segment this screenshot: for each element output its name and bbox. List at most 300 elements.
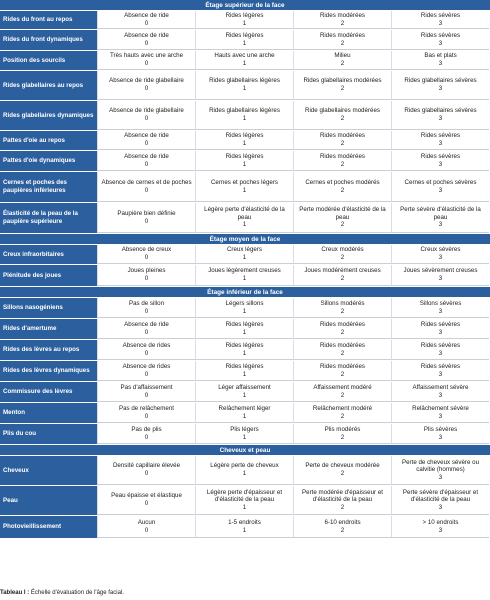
table-row (0, 30, 490, 51)
grade-cell (195, 319, 293, 339)
grade-description: Relâchement sévère (412, 404, 469, 412)
criterion-label: Pattes d'oie dynamiques (0, 151, 97, 171)
grade-cell (195, 151, 293, 171)
grade-cell (293, 340, 391, 360)
table-row (0, 11, 490, 30)
grade-description: Rides sévères (420, 132, 461, 140)
grade-cell (293, 319, 391, 339)
criterion-label: Cheveux (0, 456, 97, 485)
grade-cell (391, 71, 489, 100)
grade-score: 2 (340, 60, 345, 67)
grade-description: Rides sévères (420, 152, 461, 160)
grade-cell (293, 403, 391, 423)
grade-cell (97, 516, 195, 538)
grade-cell (195, 131, 293, 150)
grade-cell (195, 361, 293, 381)
table-row (0, 361, 490, 382)
grade-score: 1 (242, 328, 247, 336)
grade-cell (391, 319, 489, 339)
grade-cell (195, 340, 293, 360)
grade-description: Légère perte de cheveux (210, 462, 279, 470)
grade-score: 0 (144, 60, 149, 67)
grade-description: Bas et plats (424, 52, 457, 60)
grade-cell (97, 298, 195, 318)
grade-description: Relâchement léger (218, 404, 271, 412)
grade-score: 0 (144, 275, 149, 282)
grade-description: Absence de ride (124, 31, 169, 39)
grade-description: Rides légères (225, 362, 264, 370)
grade-description: Affaissement modéré (313, 383, 372, 391)
grade-cell (293, 265, 391, 286)
grade-description: Perte sévère d'épaisseur et d'élasticité de la peau (402, 488, 479, 504)
criterion-label: Rides du front au repos (0, 11, 97, 29)
grade-cell (97, 101, 195, 130)
grade-score: 1 (242, 85, 247, 92)
table-row (0, 486, 490, 516)
grade-description: Pas d'affaissement (120, 383, 173, 391)
grade-description: Cernes et poches sévères (404, 178, 477, 186)
grade-cell (97, 51, 195, 70)
grade-description: Perte modérée d'épaisseur et d'élasticité de la peau (302, 488, 383, 504)
grade-description: Plis sévères (423, 425, 458, 433)
grade-score: 1 (242, 60, 247, 67)
grade-cell (97, 71, 195, 100)
grade-cell (97, 265, 195, 286)
grade-score: 0 (144, 526, 149, 534)
criterion-label: Rides des lèvres dynamiques (0, 361, 97, 381)
grade-cell (195, 203, 293, 233)
grade-cell (97, 245, 195, 264)
grade-cell (391, 361, 489, 381)
grade-description: Rides glabellaires sévères (404, 77, 477, 85)
grade-description: Aucun (137, 518, 156, 526)
grade-score: 1 (242, 140, 247, 147)
grade-cell (391, 298, 489, 318)
grade-score: 2 (340, 221, 345, 229)
grade-description: Cernes et poches modérés (305, 178, 380, 186)
grade-description: Absence de ride glabellaire (109, 107, 184, 115)
grade-score: 2 (340, 115, 345, 122)
grade-score: 2 (340, 140, 345, 147)
grade-cell (293, 456, 391, 485)
grade-cell (97, 382, 195, 402)
grade-score: 0 (144, 217, 149, 225)
grade-description: Densité capillaire élevée (112, 462, 181, 470)
grade-cell (391, 245, 489, 264)
grade-cell (195, 11, 293, 29)
grade-cell (195, 486, 293, 515)
grade-score: 3 (438, 19, 443, 27)
criterion-label: Rides des lèvres au repos (0, 340, 97, 360)
grade-description: Joues pleines (127, 267, 166, 275)
grade-cell (293, 382, 391, 402)
grade-description: Creux sévères (420, 246, 461, 254)
criterion-label: Cernes et poches des paupières inférieures (0, 172, 97, 202)
grade-description: 1-5 endroits (228, 518, 261, 526)
grade-description: Perte de cheveux sévère ou calvitie (hommes) (401, 458, 480, 474)
criterion-label: Position des sourcils (0, 51, 97, 70)
grade-description: Rides glabellaires sévères (404, 107, 477, 115)
grade-cell (97, 131, 195, 150)
grade-description: Rides modérées (319, 320, 366, 328)
grade-description: Cernes et poches légers (210, 178, 279, 186)
section-header: Étage moyen de la face (0, 234, 490, 245)
grade-score: 2 (340, 307, 345, 315)
grade-description: Rides modérées (319, 362, 366, 370)
table-row (0, 456, 490, 486)
grade-description: Légère perte d'élasticité de la peau (204, 206, 285, 221)
grade-description: Très hauts avec une arche (109, 52, 184, 60)
table-row (0, 131, 490, 151)
grade-description: Plis modérés (324, 425, 361, 433)
grade-description: Rides modérées (319, 132, 366, 140)
grade-cell (391, 203, 489, 233)
grade-score: 1 (242, 370, 247, 378)
grade-description: Absence de ride glabellaire (109, 77, 184, 85)
grade-score: 1 (242, 412, 247, 420)
grade-score: 0 (144, 470, 149, 477)
table-row (0, 265, 490, 287)
table-row (0, 172, 490, 203)
grade-description: Pas de sillon (128, 299, 165, 307)
grade-cell (195, 516, 293, 538)
table-row (0, 51, 490, 71)
grade-score: 1 (242, 433, 247, 441)
grade-description: Rides sévères (420, 341, 461, 349)
grade-score: 2 (340, 160, 345, 168)
grade-score: 2 (340, 328, 345, 336)
grade-score: 3 (438, 85, 443, 92)
grade-description: Légère perte d'épaisseur et d'élasticité de la peau (206, 488, 283, 504)
grade-score: 2 (340, 275, 345, 282)
grade-score: 3 (438, 412, 443, 420)
grade-cell (293, 203, 391, 233)
grade-score: 3 (438, 391, 443, 399)
grade-cell (391, 424, 489, 444)
grade-cell (293, 30, 391, 50)
grade-description: Rides légères (225, 132, 264, 140)
grade-cell (391, 101, 489, 130)
grade-description: Absence de ride (124, 11, 169, 19)
grade-description: Rides sévères (420, 31, 461, 39)
grade-cell (391, 456, 489, 485)
grade-score: 0 (144, 39, 149, 47)
grade-cell (391, 516, 489, 538)
grade-description: Joues modérément creuses (304, 267, 381, 275)
table-row (0, 319, 490, 340)
grade-score: 1 (242, 221, 247, 229)
grade-cell (293, 516, 391, 538)
table-row (0, 424, 490, 445)
grade-description: Perte de cheveux modérée (305, 462, 380, 470)
grade-score: 2 (340, 186, 345, 194)
grade-description: Rides modérées (319, 31, 366, 39)
grade-score: 3 (438, 39, 443, 47)
grade-description: Ride glabellaires modérées (305, 107, 380, 115)
grade-description: Rides légères (225, 320, 264, 328)
grade-score: 2 (340, 39, 345, 47)
grade-score: 3 (438, 186, 443, 194)
grade-score: 2 (340, 85, 345, 92)
grade-score: 0 (144, 186, 149, 194)
grade-cell (293, 172, 391, 202)
grade-cell (97, 340, 195, 360)
grade-description: Légers sillons (225, 299, 264, 307)
grade-description: Rides glabellaires légères (209, 107, 280, 115)
grade-cell (195, 71, 293, 100)
grade-description: Rides modérées (319, 152, 366, 160)
grade-cell (97, 30, 195, 50)
criterion-label: Sillons nasogéniens (0, 298, 97, 318)
grade-cell (293, 71, 391, 100)
grade-score: 1 (242, 39, 247, 47)
grade-score: 2 (340, 349, 345, 357)
grade-description: Absence de ride (124, 132, 169, 140)
grade-cell (293, 11, 391, 29)
grade-cell (391, 486, 489, 515)
grade-cell (293, 298, 391, 318)
grade-score: 2 (340, 470, 345, 477)
grade-score: 3 (438, 433, 443, 441)
grade-description: Milieu (334, 52, 351, 60)
grade-description: Creux légers (226, 246, 263, 254)
grade-cell (97, 424, 195, 444)
table-row (0, 71, 490, 101)
grade-cell (97, 172, 195, 202)
grade-score: 0 (144, 19, 149, 27)
grade-score: 3 (438, 275, 443, 282)
grade-score: 3 (438, 221, 443, 229)
grade-cell (195, 101, 293, 130)
grade-score: 2 (340, 370, 345, 378)
grade-cell (195, 172, 293, 202)
criterion-label: Élasticité de la peau de la paupière supérieure (0, 203, 97, 233)
grade-score: 3 (438, 328, 443, 336)
grade-description: Rides modérées (319, 341, 366, 349)
grade-score: 0 (144, 85, 149, 92)
grade-cell (391, 340, 489, 360)
grade-score: 1 (242, 115, 247, 122)
caption-label: Tableau I : (0, 590, 30, 596)
grade-description: Relâchement modéré (312, 404, 373, 412)
grade-description: Creux modérés (321, 246, 364, 254)
grade-cell (195, 382, 293, 402)
criterion-label: Commissure des lèvres (0, 382, 97, 402)
criterion-label: Rides glabellaires dynamiques (0, 101, 97, 130)
grade-description: 6-10 endroits (324, 518, 361, 526)
grade-score: 2 (340, 503, 345, 511)
grade-score: 3 (438, 254, 443, 261)
grade-description: Plis légers (230, 425, 259, 433)
grade-description: Rides légères (225, 11, 264, 19)
criterion-label: Rides glabellaires au repos (0, 71, 97, 100)
grade-cell (195, 245, 293, 264)
section-header: Étage supérieur de la face (0, 0, 490, 11)
grade-description: Rides sévères (420, 11, 461, 19)
grade-score: 0 (144, 370, 149, 378)
grade-description: Rides sévères (420, 320, 461, 328)
grade-score: 2 (340, 254, 345, 261)
criterion-label: Pattes d'oie au repos (0, 131, 97, 150)
grade-description: Joues sévèrement creuses (403, 267, 478, 275)
grade-description: Rides légères (225, 341, 264, 349)
grade-description: Rides légères (225, 31, 264, 39)
grade-cell (293, 361, 391, 381)
grade-cell (97, 11, 195, 29)
criterion-label: Plis du cou (0, 424, 97, 444)
grade-score: 1 (242, 275, 247, 282)
grade-description: Rides modérées (319, 11, 366, 19)
grade-score: 0 (144, 307, 149, 315)
grade-cell (293, 101, 391, 130)
grade-description: Peau épaisse et élastique (111, 492, 182, 500)
grade-score: 3 (438, 473, 443, 481)
criterion-label: Peau (0, 486, 97, 515)
table-row (0, 403, 490, 424)
table-row (0, 151, 490, 172)
grade-cell (195, 456, 293, 485)
table-row (0, 203, 490, 234)
table-row (0, 245, 490, 265)
grade-score: 1 (242, 391, 247, 399)
grade-score: 3 (438, 140, 443, 147)
grade-score: 3 (438, 115, 443, 122)
table-row (0, 101, 490, 131)
section-header: Étage inférieur de la face (0, 287, 490, 298)
criterion-label: Creux infraorbitaires (0, 245, 97, 264)
grade-cell (195, 51, 293, 70)
grade-score: 3 (438, 160, 443, 168)
grade-description: Absence de rides (122, 341, 171, 349)
grade-score: 1 (242, 19, 247, 27)
grade-cell (391, 30, 489, 50)
grade-score: 1 (242, 254, 247, 261)
grade-cell (97, 151, 195, 171)
grade-description: Rides sévères (420, 362, 461, 370)
grade-description: Rides glabellaires modérées (303, 77, 382, 85)
grade-score: 0 (144, 391, 149, 399)
grade-score: 0 (144, 500, 149, 507)
grade-score: 3 (438, 307, 443, 315)
grade-cell (293, 151, 391, 171)
grade-score: 0 (144, 160, 149, 168)
grade-cell (97, 361, 195, 381)
grade-cell (293, 131, 391, 150)
grade-description: Absence de cernes et de poches (101, 178, 192, 186)
table-caption (0, 590, 124, 596)
grade-score: 0 (144, 433, 149, 441)
grade-score: 1 (242, 526, 247, 534)
grade-score: 3 (438, 370, 443, 378)
grade-score: 1 (242, 307, 247, 315)
grade-score: 1 (242, 186, 247, 194)
grade-score: 1 (242, 503, 247, 511)
grade-score: 2 (340, 433, 345, 441)
grade-cell (195, 30, 293, 50)
section-header: Cheveux et peau (0, 445, 490, 456)
grade-score: 0 (144, 328, 149, 336)
criterion-label: Photovieillissement (0, 516, 97, 538)
grade-description: Perte modérée d'élasticité de la peau (299, 206, 386, 221)
grade-cell (391, 382, 489, 402)
grade-description: Léger affaissement (218, 383, 271, 391)
grade-description: Sillons modérés (320, 299, 365, 307)
caption-text: Échelle d'évaluation de l'âge facial. (29, 590, 124, 596)
grade-score: 3 (438, 526, 443, 534)
criterion-label: Rides d'amertume (0, 319, 97, 339)
grade-description: Pas de relâchement (118, 404, 175, 412)
grade-cell (293, 245, 391, 264)
grade-cell (195, 298, 293, 318)
grade-description: Joues légèrement creuses (208, 267, 281, 275)
grade-score: 0 (144, 115, 149, 122)
grade-description: Absence de rides (122, 362, 171, 370)
grade-description: Absence de creux (121, 246, 172, 254)
grade-description: Sillons sévères (419, 299, 462, 307)
grade-cell (293, 486, 391, 515)
grade-score: 0 (144, 254, 149, 261)
grade-description: Paupière bien définie (117, 209, 176, 217)
grade-score: 1 (242, 470, 247, 477)
table-row (0, 340, 490, 361)
grade-cell (391, 11, 489, 29)
grade-score: 0 (144, 412, 149, 420)
grade-description: Rides légères (225, 152, 264, 160)
grade-cell (293, 424, 391, 444)
grade-score: 3 (438, 503, 443, 511)
grade-cell (391, 265, 489, 286)
grade-cell (391, 172, 489, 202)
grade-score: 1 (242, 349, 247, 357)
grade-description: Hauts avec une arche (214, 52, 275, 60)
grade-cell (391, 51, 489, 70)
grade-cell (391, 131, 489, 150)
grade-cell (195, 265, 293, 286)
criterion-label: Rides du front dynamiques (0, 30, 97, 50)
grade-score: 0 (144, 140, 149, 147)
grade-score: 2 (340, 526, 345, 534)
grade-description: Pas de plis (131, 425, 162, 433)
table-row (0, 516, 490, 539)
grade-cell (195, 403, 293, 423)
grade-score: 2 (340, 391, 345, 399)
grade-cell (97, 319, 195, 339)
grade-score: 0 (144, 349, 149, 357)
grade-description: Perte sévère d'élasticité de la peau (400, 206, 481, 221)
grade-score: 3 (438, 60, 443, 67)
grade-description: Absence de ride (124, 320, 169, 328)
table-row (0, 382, 490, 403)
grade-description: > 10 endroits (422, 518, 459, 526)
grade-score: 2 (340, 412, 345, 420)
grade-score: 1 (242, 160, 247, 168)
grade-description: Absence de ride (124, 152, 169, 160)
grade-cell (293, 51, 391, 70)
grade-description: Affaissement sévère (412, 383, 469, 391)
grade-score: 2 (340, 19, 345, 27)
grade-cell (97, 456, 195, 485)
grade-cell (97, 203, 195, 233)
grade-cell (97, 486, 195, 515)
grade-score: 3 (438, 349, 443, 357)
grade-cell (195, 424, 293, 444)
grade-cell (391, 403, 489, 423)
grade-cell (97, 403, 195, 423)
grade-cell (391, 151, 489, 171)
table-row (0, 298, 490, 319)
criterion-label: Plénitude des joues (0, 265, 97, 286)
criterion-label: Menton (0, 403, 97, 423)
